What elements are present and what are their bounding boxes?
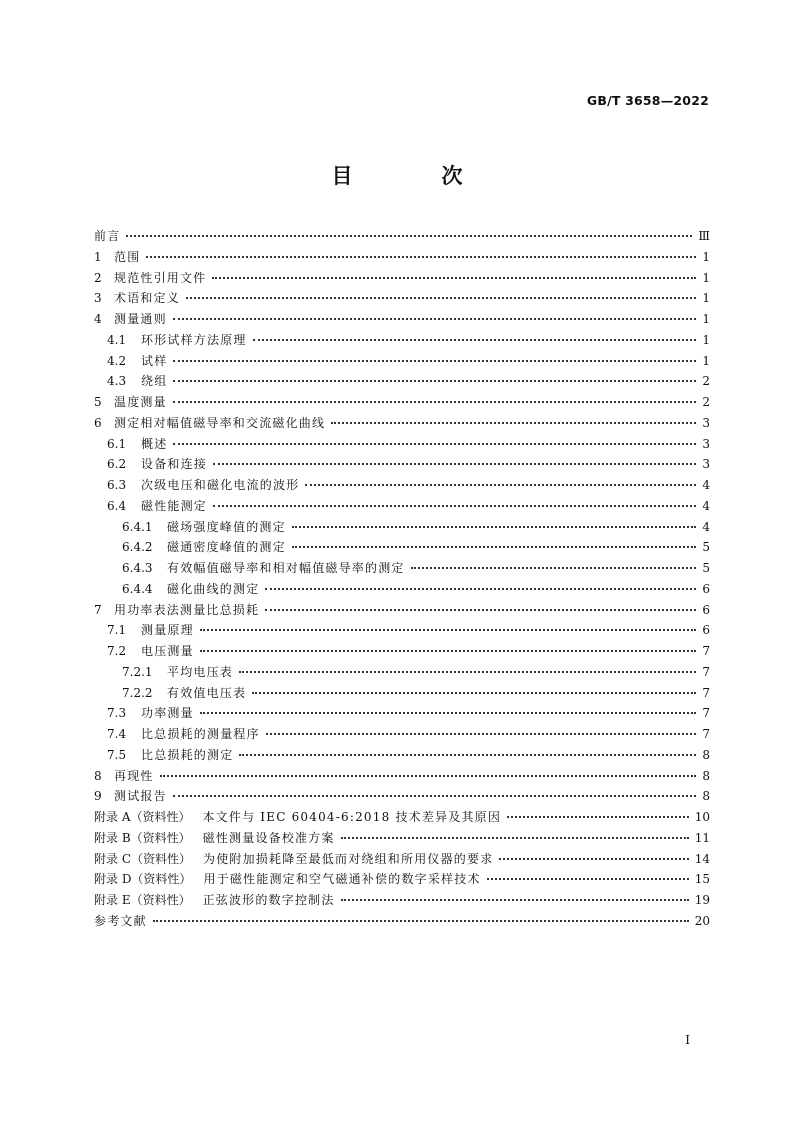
toc-leader-dots xyxy=(341,898,689,901)
toc-entry-page: 3 xyxy=(702,415,710,430)
toc-entry-label: 正弦波形的数字控制法 xyxy=(202,893,335,907)
toc-leader-dots xyxy=(146,255,696,258)
toc-leader-dots xyxy=(331,421,696,424)
toc-entry-number: 4.1 xyxy=(107,332,127,347)
toc-entry-page: 7 xyxy=(702,706,710,721)
toc-entry-number: 7.2.2 xyxy=(122,685,153,700)
toc-entry-label: 再现性 xyxy=(114,768,154,783)
toc-entry-number: 6.2 xyxy=(107,457,127,472)
toc-entry-page: 8 xyxy=(702,789,710,804)
toc-entry[interactable] xyxy=(94,330,710,351)
toc-entry-number: 6.4.2 xyxy=(122,540,153,555)
toc-leader-dots xyxy=(292,525,696,528)
toc-entry-page: 4 xyxy=(702,498,710,513)
toc-entry-number: 6.3 xyxy=(107,478,127,492)
toc-entry-page: 11 xyxy=(694,830,710,845)
toc-entry-number: 7.2.1 xyxy=(122,664,153,679)
toc-entry[interactable] xyxy=(94,869,710,890)
toc-entry-number: 附录 A（资料性） xyxy=(94,810,191,824)
toc-entry-label: 测试报告 xyxy=(114,789,167,804)
toc-leader-dots xyxy=(213,462,696,465)
toc-entry-label: 用功率表法测量比总损耗 xyxy=(114,602,260,617)
toc-entry[interactable] xyxy=(94,849,710,870)
toc-entry-page: 6 xyxy=(702,602,710,617)
toc-entry[interactable] xyxy=(94,724,710,745)
toc-entry-label: 比总损耗的测定 xyxy=(141,747,234,762)
toc-entry-page: 1 xyxy=(702,332,710,347)
toc-entry-number: 附录 B（资料性） xyxy=(94,830,191,845)
toc-entry-page: 3 xyxy=(702,457,710,472)
toc-entry[interactable] xyxy=(94,828,710,849)
toc-entry-number: 7.1 xyxy=(107,623,127,638)
toc-leader-dots xyxy=(411,566,696,569)
toc-entry-label: 温度测量 xyxy=(114,395,167,409)
toc-leader-dots xyxy=(239,670,696,673)
toc-entry[interactable] xyxy=(94,454,710,475)
toc-entry[interactable] xyxy=(94,745,710,766)
toc-entry[interactable] xyxy=(94,703,710,724)
toc-leader-dots xyxy=(265,587,696,590)
toc-entry-page: 14 xyxy=(694,851,710,866)
toc-entry-label: 前言 xyxy=(94,229,121,243)
toc-leader-dots xyxy=(292,545,696,548)
toc-entry-label: 磁性测量设备校准方案 xyxy=(202,830,335,845)
toc-entry-label: 用于磁性能测定和空气磁通补偿的数字采样技术 xyxy=(203,872,481,887)
toc-entry-label: 测量原理 xyxy=(141,623,194,638)
toc-entry[interactable] xyxy=(94,786,710,807)
toc-entry-page: 3 xyxy=(702,436,710,451)
toc-entry-page: Ⅲ xyxy=(698,229,710,243)
toc-entry-number: 5 xyxy=(94,395,102,409)
toc-entry-number: 6.1 xyxy=(107,436,127,451)
toc-entry-label: 概述 xyxy=(141,436,168,451)
toc-entry-page: 5 xyxy=(702,561,710,575)
toc-entry-label: 范围 xyxy=(114,249,141,264)
toc-entry-page: 5 xyxy=(702,540,710,555)
toc-entry-number: 附录 D（资料性） xyxy=(94,872,192,887)
toc-entry-page: 8 xyxy=(702,747,710,762)
toc-entry-number: 6 xyxy=(94,415,102,430)
toc-entry[interactable] xyxy=(94,268,710,289)
toc-entry-page: 19 xyxy=(694,893,710,907)
toc-entry-number: 7.3 xyxy=(107,706,127,721)
toc-entry-number: 6.4 xyxy=(107,498,127,513)
toc-entry-page: 10 xyxy=(694,810,710,824)
toc-entry-page: 15 xyxy=(694,872,710,887)
toc-entry[interactable] xyxy=(94,558,710,579)
toc-entry-label: 术语和定义 xyxy=(114,291,181,306)
toc-entry-page: 1 xyxy=(702,291,710,306)
toc-entry-number: 3 xyxy=(94,291,102,306)
toc-entry[interactable] xyxy=(94,413,710,434)
toc-entry[interactable] xyxy=(94,683,710,704)
toc-entry-number: 7.4 xyxy=(107,727,127,741)
toc-entry-label: 磁性能测定 xyxy=(141,498,208,513)
toc-leader-dots xyxy=(239,753,696,756)
toc-entry-page: 7 xyxy=(702,727,710,741)
toc-entry[interactable] xyxy=(94,351,710,372)
toc-entry-label: 试样 xyxy=(141,353,168,368)
toc-leader-dots xyxy=(173,379,696,382)
toc-leader-dots xyxy=(305,483,696,486)
toc-leader-dots xyxy=(173,359,696,362)
toc-entry[interactable] xyxy=(94,475,710,496)
toc-entry-label: 电压测量 xyxy=(141,644,194,658)
toc-entry-label: 环形试样方法原理 xyxy=(141,332,247,347)
toc-entry[interactable] xyxy=(94,309,710,330)
toc-entry[interactable] xyxy=(94,496,710,517)
toc-entry-number: 6.4.4 xyxy=(122,581,153,596)
toc-leader-dots xyxy=(212,276,696,279)
toc-entry-page: 4 xyxy=(702,478,710,492)
toc-entry[interactable] xyxy=(94,579,710,600)
toc-entry-label: 设备和连接 xyxy=(141,457,208,472)
toc-entry-label: 平均电压表 xyxy=(167,664,234,679)
toc-entry-page: 1 xyxy=(702,312,710,326)
toc-entry[interactable] xyxy=(94,662,710,683)
toc-entry-label: 次级电压和磁化电流的波形 xyxy=(141,478,300,492)
toc-entry[interactable] xyxy=(94,890,710,911)
page-number: I xyxy=(685,1033,690,1047)
toc-entry[interactable] xyxy=(94,537,710,558)
toc-entry-label: 绕组 xyxy=(141,374,168,389)
toc-entry-label: 有效幅值磁导率和相对幅值磁导率的测定 xyxy=(167,561,405,575)
toc-entry-page: 4 xyxy=(702,519,710,534)
toc-entry-page: 1 xyxy=(702,353,710,368)
toc-entry[interactable] xyxy=(94,766,710,787)
table-of-contents xyxy=(94,226,710,932)
toc-entry[interactable] xyxy=(94,807,710,828)
toc-entry[interactable] xyxy=(94,247,710,268)
standard-code: GB/T 3658—2022 xyxy=(586,93,709,108)
toc-entry-number: 4.3 xyxy=(107,374,127,389)
toc-leader-dots xyxy=(186,296,696,299)
toc-entry[interactable] xyxy=(94,371,710,392)
toc-entry-page: 7 xyxy=(702,644,710,658)
toc-entry-label: 规范性引用文件 xyxy=(114,270,207,285)
toc-entry-number: 6.4.3 xyxy=(122,561,153,575)
toc-entry-label: 有效值电压表 xyxy=(167,685,247,700)
toc-entry[interactable] xyxy=(94,288,710,309)
toc-entry-number: 附录 E（资料性） xyxy=(94,893,191,907)
toc-entry-number: 1 xyxy=(94,249,102,264)
toc-entry[interactable] xyxy=(94,434,710,455)
toc-entry[interactable] xyxy=(94,600,710,621)
toc-leader-dots xyxy=(213,504,696,507)
toc-entry[interactable] xyxy=(94,641,710,662)
toc-leader-dots xyxy=(126,234,692,237)
toc-entry-page: 6 xyxy=(702,581,710,596)
toc-entry-label: 本文件与 IEC 60404-6:2018 技术差异及其原因 xyxy=(202,810,502,824)
toc-entry-page: 2 xyxy=(702,395,710,409)
toc-entry-page: 1 xyxy=(702,270,710,285)
toc-leader-dots xyxy=(200,628,696,631)
toc-leader-dots xyxy=(173,400,696,403)
toc-leader-dots xyxy=(265,608,696,611)
toc-leader-dots xyxy=(173,794,696,797)
toc-leader-dots xyxy=(253,338,696,341)
toc-leader-dots xyxy=(341,836,689,839)
toc-entry-number: 8 xyxy=(94,768,102,783)
toc-entry-number: 7.2 xyxy=(107,644,127,658)
toc-entry-page: 7 xyxy=(702,664,710,679)
toc-entry[interactable] xyxy=(94,226,710,247)
toc-entry[interactable] xyxy=(94,911,710,932)
toc-leader-dots xyxy=(487,877,689,880)
toc-entry-label: 功率测量 xyxy=(141,706,194,721)
toc-entry[interactable] xyxy=(94,517,710,538)
toc-entry-number: 6.4.1 xyxy=(122,519,153,534)
toc-entry-number: 4 xyxy=(94,312,102,326)
toc-entry-page: 1 xyxy=(702,249,710,264)
toc-entry-number: 附录 C（资料性） xyxy=(94,851,191,866)
toc-entry-number: 2 xyxy=(94,270,102,285)
toc-leader-dots xyxy=(507,815,689,818)
toc-entry-label: 测定相对幅值磁导率和交流磁化曲线 xyxy=(114,415,326,430)
toc-entry-number: 7.5 xyxy=(107,747,127,762)
toc-entry-page: 6 xyxy=(702,623,710,638)
toc-entry-label: 磁化曲线的测定 xyxy=(167,581,260,596)
toc-entry-label: 参考文献 xyxy=(94,913,147,928)
toc-entry-label: 为使附加损耗降至最低而对绕组和所用仪器的要求 xyxy=(203,851,494,866)
toc-entry-number: 4.2 xyxy=(107,353,127,368)
toc-entry-page: 20 xyxy=(694,913,710,928)
toc-leader-dots xyxy=(173,442,696,445)
toc-leader-dots xyxy=(160,774,696,777)
toc-entry-number: 7 xyxy=(94,602,102,617)
toc-entry-page: 7 xyxy=(702,685,710,700)
toc-leader-dots xyxy=(200,649,696,652)
toc-leader-dots xyxy=(173,317,696,320)
page-title: 目 次 xyxy=(331,163,497,188)
toc-leader-dots xyxy=(200,711,696,714)
toc-leader-dots xyxy=(153,919,689,922)
toc-entry-label: 测量通则 xyxy=(114,312,167,326)
toc-entry[interactable] xyxy=(94,620,710,641)
toc-leader-dots xyxy=(252,691,696,694)
toc-entry-label: 磁场强度峰值的测定 xyxy=(167,519,286,534)
toc-entry[interactable] xyxy=(94,392,710,413)
toc-leader-dots xyxy=(499,857,688,860)
toc-entry-page: 2 xyxy=(702,374,710,389)
toc-entry-label: 磁通密度峰值的测定 xyxy=(167,540,286,555)
toc-leader-dots xyxy=(266,732,696,735)
toc-entry-page: 8 xyxy=(702,768,710,783)
toc-entry-label: 比总损耗的测量程序 xyxy=(141,727,260,741)
toc-entry-number: 9 xyxy=(94,789,102,804)
